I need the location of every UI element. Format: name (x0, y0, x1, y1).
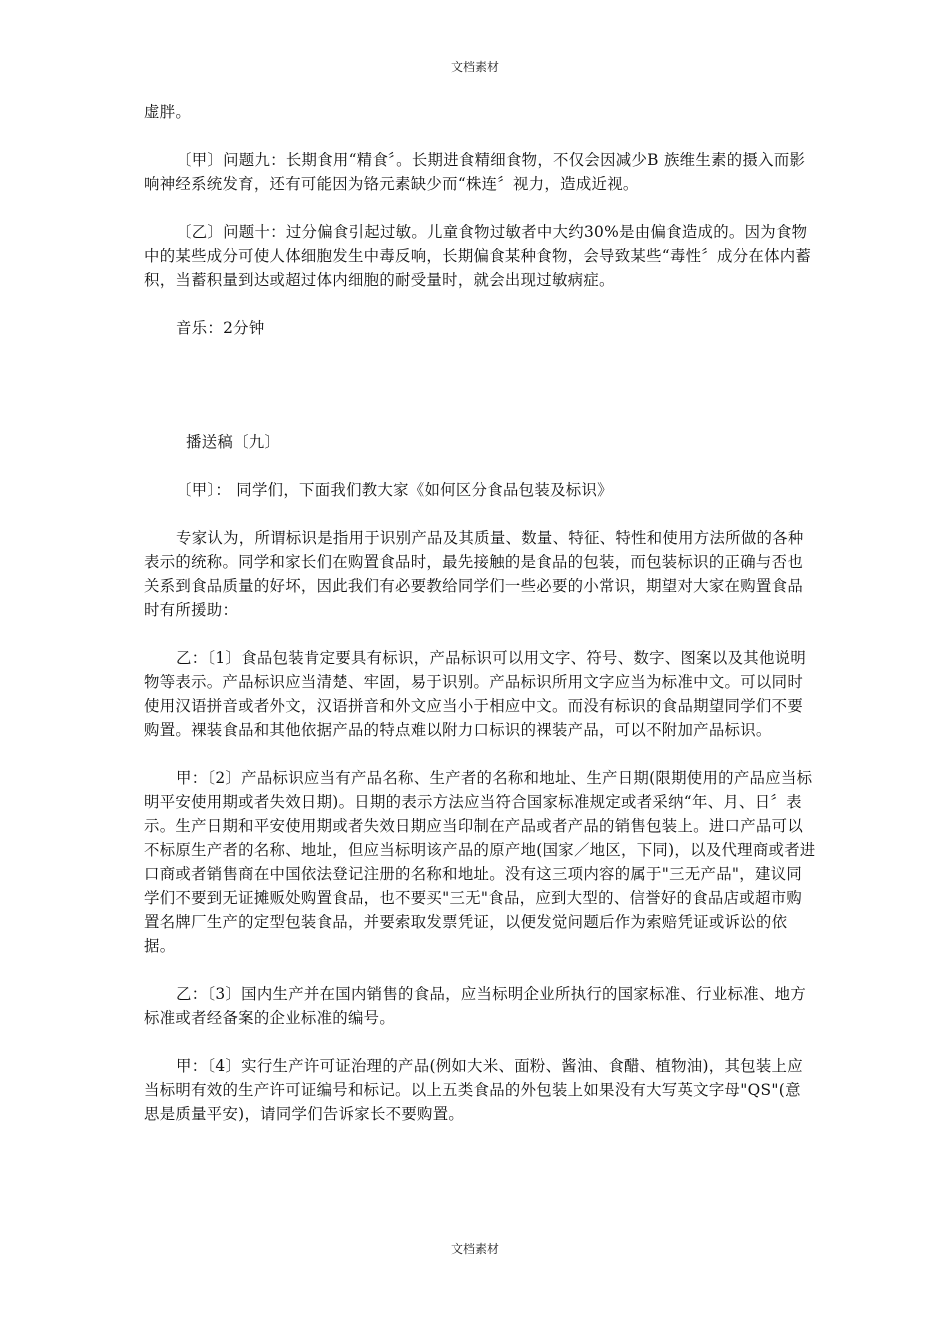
document-body (144, 100, 816, 1126)
paragraph-question-nine: 〔甲〕问题九：长期食用“精食〞。长期进食精细食物，不仅会因减少B 族维生素的摄入而影响神经系统发育，还有可能因为铬元素缺少而“株连〞视力，造成近视。 (144, 151, 806, 193)
paragraph-item-1: 乙：〔1〕食品包装肯定要具有标识，产品标识可以用文字、符号、数字、图案以及其他说明物等表示。产品标识应当清楚、牢固，易于识别。产品标识所用文字应当为标准中文。可以同时使用汉语拼音或者外文，汉语拼音和外文应当小于相应中文。而没有标识的食品期望同学们不要购置。裸装食品和其他依据产品的特点难以附力口标识的裸装产品，可以不附加产品标识。 (144, 649, 807, 739)
paragraph-intro: 〔甲〕： 同学们，下面我们教大家《如何区分食品包装及标识》 (176, 481, 613, 499)
paragraph-item-2: 甲：〔2〕产品标识应当有产品名称、生产者的名称和地址、生产日期(限期使用的产品应当标明平安使用期或者失效日期)。日期的表示方法应当符合国家标准规定或者采纳“年、月、日〞表示。生产日期和平安使用期或者失效日期应当印制在产品或者产品的销售包装上。进口产品可以不标原生产者的名称、地址，但应当标明该产品的原产地(国家／地区，下同)，以及代理商或者进口商或者销售商在中国依法登记注册的名称和地址。没有这三项内容的属于"三无产品"，建议同学们不要到无证摊贩处购置食品，也不要买"三无"食品，应到大型的、信誉好的食品店或超市购置名牌厂生产的定型包装食品，并要索取发票凭证，以便发觉问题后作为索赔凭证或诉讼的依据。 (144, 769, 816, 955)
section-title: 播送稿〔九〕 (186, 433, 281, 451)
page-footer: 文档素材 (450, 1242, 499, 1256)
paragraph-question-ten: 〔乙〕问题十：过分偏食引起过敏。儿童食物过敏者中大约30%是由偏食造成的。因为食物中的某些成分可使人体细胞发生中毒反响，长期偏食某种食物，会导致某些“毒性〞成分在体内蓄积，当蓄积量到达或超过体内细胞的耐受量时，就会出现过敏病症。 (144, 223, 812, 289)
page-header: 文档素材 (450, 60, 499, 74)
paragraph-music: 音乐：2分钟 (176, 319, 265, 337)
paragraph-item-3: 乙：〔3〕国内生产并在国内销售的食品，应当标明企业所执行的国家标准、行业标准、地方标准或者经备案的企业标准的编号。 (144, 985, 807, 1027)
paragraph-expert: 专家认为，所谓标识是指用于识别产品及其质量、数量、特征、特性和使用方法所做的各种表示的统称。同学和家长们在购置食品时，最先接触的是食品的包装，而包装标识的正确与否也关系到食品质量的好坏，因此我们有必要教给同学们一些必要的小常识，期望对大家在购置食品时有所援助： (144, 529, 804, 619)
paragraph-item-4: 甲：〔4〕实行生产许可证治理的产品(例如大米、面粉、酱油、食醋、植物油)，其包装上应当标明有效的生产许可证编号和标记。以上五类食品的外包装上如果没有大写英文字母"QS"(意思是质量平安)，请同学们告诉家长不要购置。 (144, 1057, 803, 1123)
paragraph-continuation: 虚胖。 (144, 103, 192, 121)
